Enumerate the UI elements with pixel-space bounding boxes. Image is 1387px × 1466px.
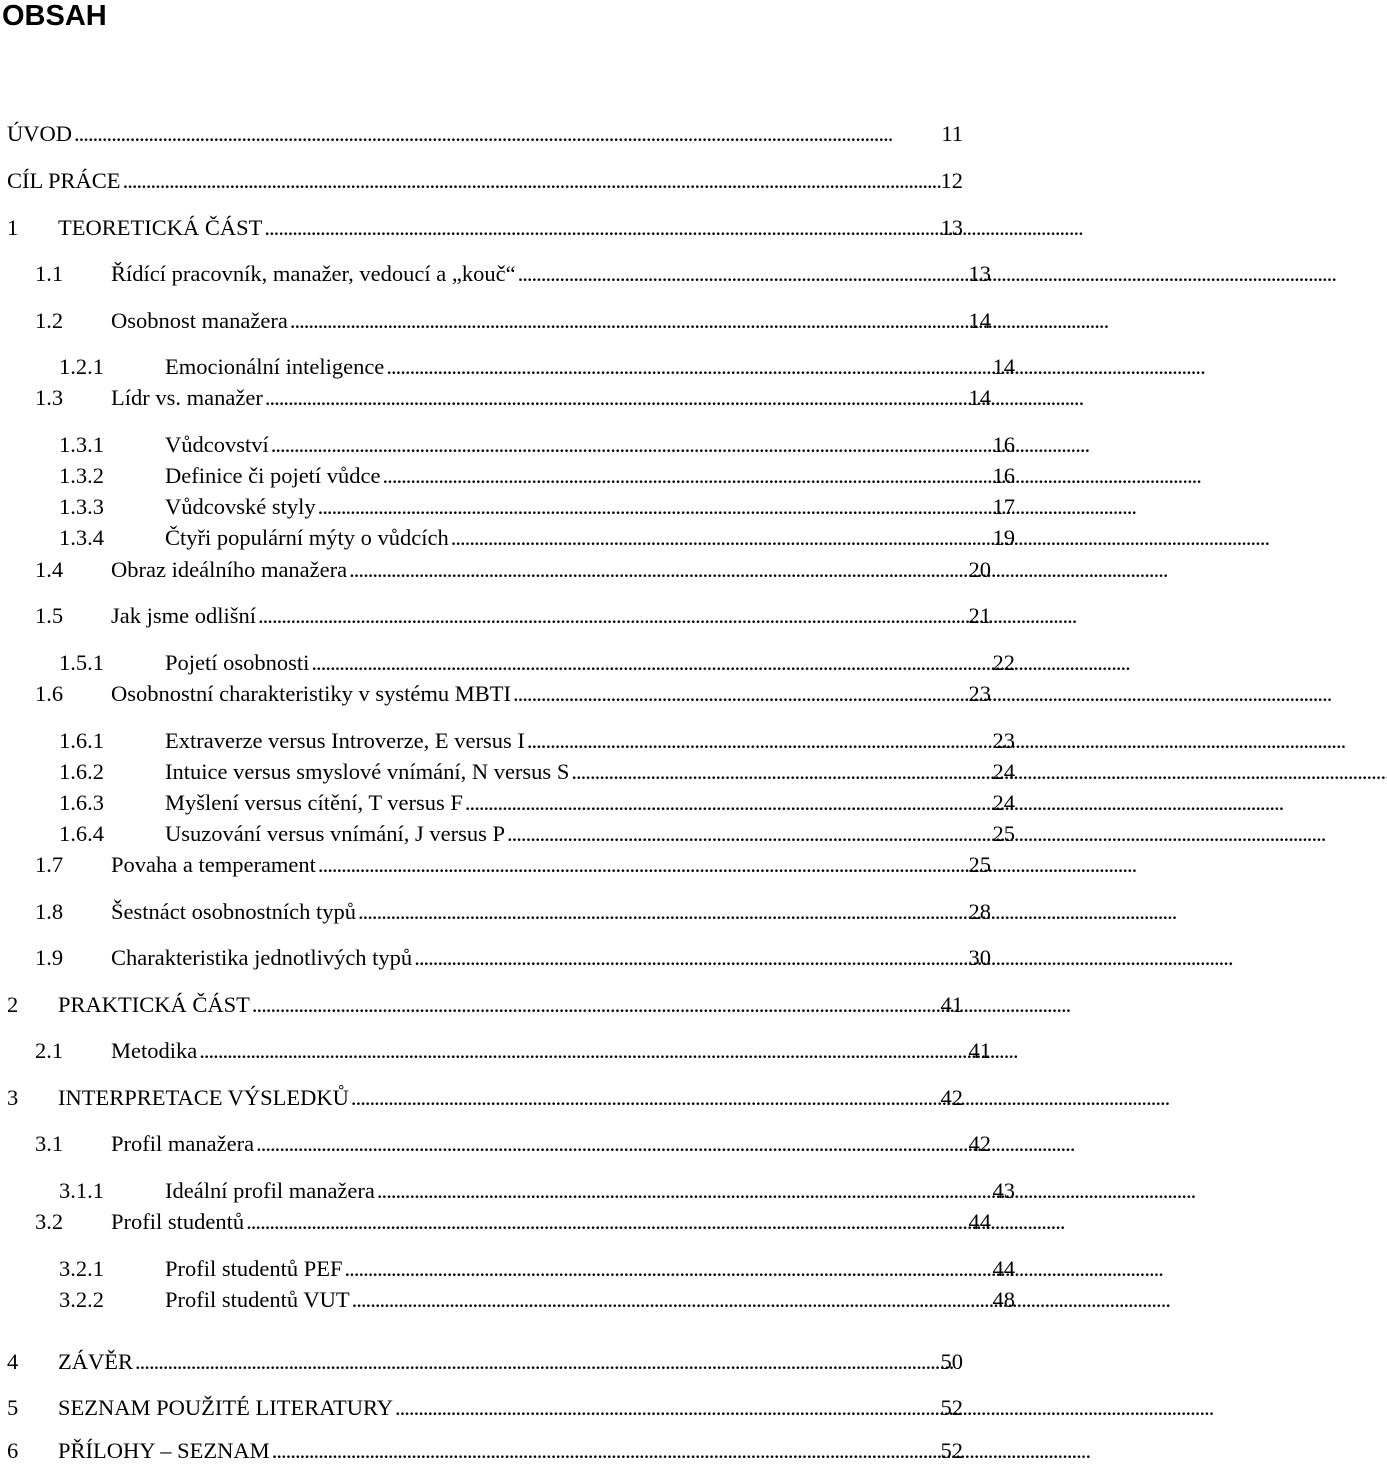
toc-entry-title: Profil studentů PEF bbox=[165, 1256, 343, 1281]
toc-entry-title: Profil manažera bbox=[111, 1131, 255, 1156]
toc-entry-page: 24 bbox=[992, 790, 1015, 815]
toc-entry-title: Usuzování versus vnímání, J versus P bbox=[165, 821, 505, 846]
toc-entry-title: Profil studentů bbox=[111, 1209, 245, 1234]
dot-leader bbox=[199, 1036, 965, 1066]
toc-entry-1-3-2[interactable] bbox=[0, 461, 1019, 491]
toc-entry-number: 1.4 bbox=[35, 557, 64, 582]
toc-entry-number: 4 bbox=[7, 1349, 19, 1374]
toc-entry-page: 30 bbox=[968, 945, 991, 970]
dot-leader bbox=[395, 1393, 938, 1423]
toc-entry-title: Definice či pojetí vůdce bbox=[165, 463, 381, 488]
toc-entry-page: 20 bbox=[968, 557, 991, 582]
toc-entry-page: 44 bbox=[992, 1256, 1015, 1281]
toc-entry-page: 22 bbox=[992, 650, 1015, 675]
toc-entry-1-9[interactable] bbox=[0, 943, 995, 973]
toc-entry-number: 1.6.1 bbox=[59, 728, 104, 753]
toc-entry-number: 3.1 bbox=[35, 1131, 64, 1156]
toc-entry-title: Emocionální inteligence bbox=[165, 354, 385, 379]
toc-entry-title: Vůdcovství bbox=[165, 432, 269, 457]
dot-leader bbox=[571, 757, 989, 787]
toc-entry-number: 1.5 bbox=[35, 603, 64, 628]
toc-entry-title: TEORETICKÁ ČÁST bbox=[58, 215, 263, 240]
toc-entry-number: 1.8 bbox=[35, 899, 64, 924]
toc-entry-page: 50 bbox=[940, 1349, 963, 1374]
toc-entry-page: 25 bbox=[992, 821, 1015, 846]
toc-entry-page: 28 bbox=[968, 899, 991, 924]
toc-entry-3-1-1[interactable] bbox=[0, 1176, 1019, 1206]
dot-leader bbox=[135, 1347, 938, 1377]
toc-entry-number: 1.9 bbox=[35, 945, 64, 970]
toc-entry-title: PŘÍLOHY – SEZNAM bbox=[58, 1438, 270, 1463]
toc-entry-number: 3.1.1 bbox=[59, 1178, 104, 1203]
toc-entry-title: ZÁVĚR bbox=[58, 1349, 133, 1374]
toc-entry-title: CÍL PRÁCE bbox=[7, 168, 121, 193]
toc-entry-6[interactable] bbox=[0, 1436, 967, 1466]
toc-entry-title: Povaha a temperament bbox=[111, 852, 316, 877]
dot-leader bbox=[527, 726, 990, 756]
toc-entry-page: 12 bbox=[940, 168, 963, 193]
toc-entry-number: 1.3.2 bbox=[59, 463, 104, 488]
dot-leader bbox=[258, 601, 966, 631]
toc-entry-page: 42 bbox=[968, 1131, 991, 1156]
toc-entry-page: 41 bbox=[968, 1038, 991, 1063]
toc-entry-3-2-2[interactable] bbox=[0, 1285, 1019, 1315]
toc-entry-1-3-4[interactable] bbox=[0, 523, 1019, 553]
toc-entry-page: 16 bbox=[992, 432, 1015, 457]
toc-entry-title: Jak jsme odlišní bbox=[111, 603, 256, 628]
toc-entry-title: Vůdcovské styly bbox=[165, 494, 316, 519]
toc-entry-number: 3.2.1 bbox=[59, 1256, 104, 1281]
toc-entry-uvod[interactable] bbox=[0, 119, 967, 149]
toc-entry-page: 14 bbox=[992, 354, 1015, 379]
toc-entry-1-6-4[interactable] bbox=[0, 819, 1019, 849]
toc-entry-title: Profil studentů VUT bbox=[165, 1287, 350, 1312]
toc-entry-page: 44 bbox=[968, 1209, 991, 1234]
toc-entry-number: 3 bbox=[7, 1085, 19, 1110]
toc-entry-page: 16 bbox=[992, 463, 1015, 488]
dot-leader bbox=[311, 648, 989, 678]
toc-entry-1-6-2[interactable] bbox=[0, 757, 1019, 787]
toc-entry-title: Metodika bbox=[111, 1038, 198, 1063]
toc-entry-1-3-1[interactable] bbox=[0, 430, 1019, 460]
dot-leader bbox=[352, 1285, 990, 1315]
toc-entry-number: 3.2 bbox=[35, 1209, 64, 1234]
toc-entry-title: INTERPRETACE VÝSLEDKŮ bbox=[58, 1085, 349, 1110]
toc-entry-3-2[interactable] bbox=[0, 1207, 995, 1237]
toc-entry-page: 43 bbox=[992, 1178, 1015, 1203]
toc-entry-number: 2.1 bbox=[35, 1038, 64, 1063]
dot-leader bbox=[265, 383, 966, 413]
toc-entry-title: Lídr vs. manažer bbox=[111, 385, 263, 410]
dot-leader bbox=[318, 850, 966, 880]
toc-entry-title: Obraz ideálního manažera bbox=[111, 557, 348, 582]
toc-entry-3-2-1[interactable] bbox=[0, 1254, 1019, 1284]
page-title: OBSAH bbox=[2, 0, 107, 32]
toc-entry-page: 23 bbox=[968, 681, 991, 706]
dot-leader bbox=[377, 1176, 990, 1206]
toc-entry-1-6-1[interactable] bbox=[0, 726, 1019, 756]
toc-entry-number: 5 bbox=[7, 1395, 19, 1420]
toc-entry-number: 1.1 bbox=[35, 261, 64, 286]
dot-leader bbox=[465, 788, 990, 818]
toc-entry-page: 14 bbox=[968, 308, 991, 333]
toc-entry-1-5[interactable] bbox=[0, 601, 995, 631]
toc-entry-title: Osobnostní charakteristiky v systému MBTI bbox=[111, 681, 511, 706]
dot-leader bbox=[318, 492, 990, 522]
toc-entry-2[interactable] bbox=[0, 990, 967, 1020]
toc-entry-number: 1 bbox=[7, 215, 19, 240]
toc-entry-number: 1.3 bbox=[35, 385, 64, 410]
dot-leader bbox=[513, 679, 966, 709]
toc-entry-page: 13 bbox=[940, 215, 963, 240]
toc-entry-page: 25 bbox=[968, 852, 991, 877]
toc-entry-number: 1.5.1 bbox=[59, 650, 104, 675]
toc-entry-page: 19 bbox=[992, 525, 1015, 550]
toc-entry-page: 14 bbox=[968, 385, 991, 410]
toc-entry-3-1[interactable] bbox=[0, 1129, 995, 1159]
toc-entry-1-2[interactable] bbox=[0, 306, 995, 336]
dot-leader bbox=[345, 1254, 990, 1284]
toc-entry-3[interactable] bbox=[0, 1083, 967, 1113]
dot-leader bbox=[507, 819, 990, 849]
toc-entry-1-7[interactable] bbox=[0, 850, 995, 880]
toc-entry-page: 17 bbox=[992, 494, 1015, 519]
toc-entry-number: 1.6.3 bbox=[59, 790, 104, 815]
dot-leader bbox=[351, 1083, 938, 1113]
toc-entry-number: 6 bbox=[7, 1438, 19, 1463]
toc-entry-title: Myšlení versus cítění, T versus F bbox=[165, 790, 463, 815]
toc-entry-title: Čtyři populární mýty o vůdcích bbox=[165, 525, 449, 550]
dot-leader bbox=[271, 430, 990, 460]
dot-leader bbox=[256, 1129, 965, 1159]
toc-entry-1-5-1[interactable] bbox=[0, 648, 1019, 678]
toc-entry-number: 1.7 bbox=[35, 852, 64, 877]
toc-entry-number: 3.2.2 bbox=[59, 1287, 104, 1312]
toc-entry-1-8[interactable] bbox=[0, 897, 995, 927]
dot-leader bbox=[383, 461, 990, 491]
toc-entry-5[interactable] bbox=[0, 1393, 967, 1423]
toc-entry-title: PRAKTICKÁ ČÁST bbox=[58, 992, 250, 1017]
toc-entry-page: 48 bbox=[992, 1287, 1015, 1312]
toc-entry-title: Intuice versus smyslové vnímání, N versus S bbox=[165, 759, 570, 784]
toc-entry-page: 24 bbox=[992, 759, 1015, 784]
toc-entry-number: 1.3.3 bbox=[59, 494, 104, 519]
dot-leader bbox=[358, 897, 966, 927]
toc-entry-2-1[interactable] bbox=[0, 1036, 995, 1066]
toc-entry-number: 1.3.4 bbox=[59, 525, 104, 550]
toc-entry-1-6[interactable] bbox=[0, 679, 995, 709]
dot-leader bbox=[349, 555, 965, 585]
dot-leader bbox=[386, 352, 989, 382]
dot-leader bbox=[451, 523, 990, 553]
toc-entry-number: 1.6 bbox=[35, 681, 64, 706]
toc-entry-title: Šestnáct osobnostních typů bbox=[111, 899, 356, 924]
dot-leader bbox=[414, 943, 965, 973]
toc-entry-1-4[interactable] bbox=[0, 555, 995, 585]
dot-leader bbox=[123, 166, 938, 196]
toc-entry-number: 1.6.4 bbox=[59, 821, 104, 846]
toc-entry-1-3-3[interactable] bbox=[0, 492, 1019, 522]
toc-entry-title: Osobnost manažera bbox=[111, 308, 288, 333]
toc-entry-page: 13 bbox=[968, 261, 991, 286]
toc-entry-number: 1.6.2 bbox=[59, 759, 104, 784]
toc-entry-title: SEZNAM POUŽITÉ LITERATURY bbox=[58, 1395, 393, 1420]
toc-entry-title: Řídící pracovník, manažer, vedoucí a „kouč“ bbox=[111, 261, 516, 286]
toc-entry-title: Pojetí osobnosti bbox=[165, 650, 310, 675]
toc-entry-cil-prace[interactable] bbox=[0, 166, 967, 196]
toc-entry-page: 11 bbox=[941, 121, 963, 146]
toc-entry-page: 52 bbox=[940, 1438, 963, 1463]
toc-entry-1-3[interactable] bbox=[0, 383, 995, 413]
toc-entry-page: 21 bbox=[968, 603, 991, 628]
toc-entry-page: 23 bbox=[992, 728, 1015, 753]
dot-leader bbox=[290, 306, 966, 336]
toc-entry-1-1[interactable] bbox=[0, 259, 995, 289]
toc-entry-number: 1.2 bbox=[35, 308, 64, 333]
toc-entry-title: ÚVOD bbox=[7, 121, 72, 146]
toc-entry-1-2-1[interactable] bbox=[0, 352, 1019, 382]
toc-entry-page: 42 bbox=[940, 1085, 963, 1110]
toc-entry-title: Extraverze versus Introverze, E versus I bbox=[165, 728, 525, 753]
toc-entry-4[interactable] bbox=[0, 1347, 967, 1377]
toc-entry-number: 2 bbox=[7, 992, 19, 1017]
toc-entry-title: Ideální profil manažera bbox=[165, 1178, 375, 1203]
dot-leader bbox=[272, 1436, 938, 1466]
toc-entry-1[interactable] bbox=[0, 213, 967, 243]
toc-entry-number: 1.3.1 bbox=[59, 432, 104, 457]
toc-entry-page: 41 bbox=[940, 992, 963, 1017]
toc-entry-page: 52 bbox=[940, 1395, 963, 1420]
toc-entry-title: Charakteristika jednotlivých typů bbox=[111, 945, 413, 970]
toc-entry-number: 1.2.1 bbox=[59, 354, 104, 379]
dot-leader bbox=[74, 119, 938, 149]
dot-leader bbox=[518, 259, 966, 289]
dot-leader bbox=[264, 213, 937, 243]
dot-leader bbox=[246, 1207, 965, 1237]
dot-leader bbox=[252, 990, 938, 1020]
toc-entry-1-6-3[interactable] bbox=[0, 788, 1019, 818]
